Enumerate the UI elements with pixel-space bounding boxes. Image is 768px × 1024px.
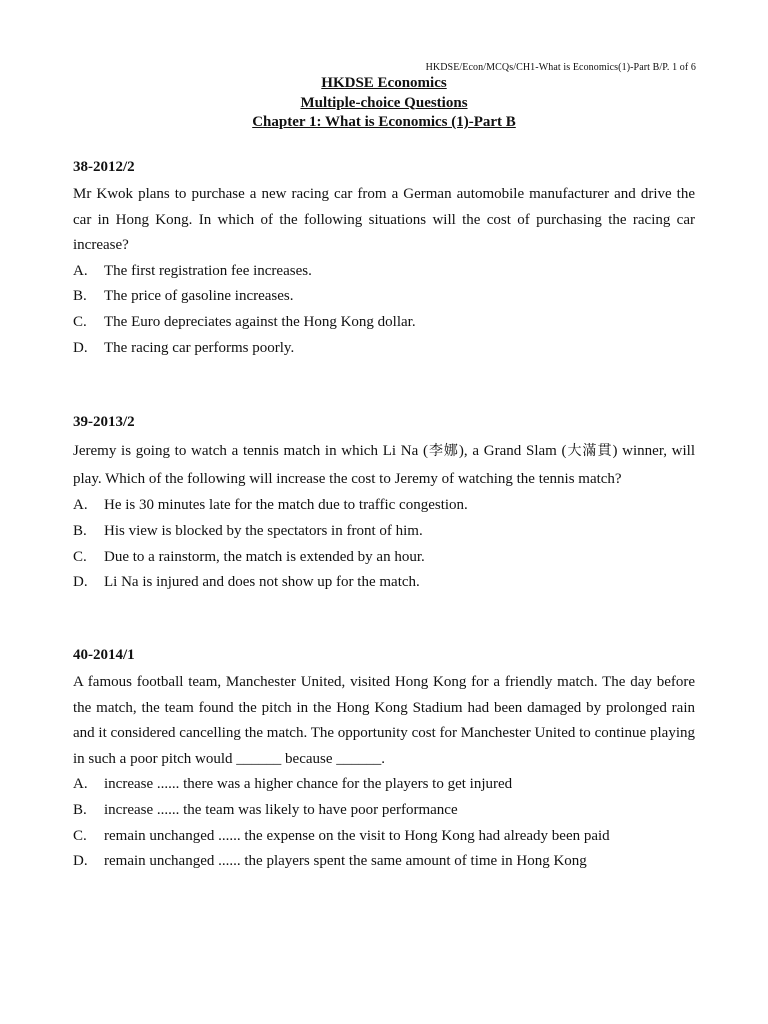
option-text: increase ...... there was a higher chance for the players to get injured <box>104 776 513 792</box>
option-text: The first registration fee increases. <box>104 262 312 279</box>
document-title: HKDSE Economics <box>321 75 447 91</box>
option-letter: A. <box>73 262 88 279</box>
option-text: The price of gasoline increases. <box>104 288 294 305</box>
question-40 <box>73 644 695 875</box>
option-list <box>73 259 695 362</box>
stem-text: ) winner, will play. Which of the following will increase the cost to Jeremy of watching the tennis match? <box>73 443 696 487</box>
option-text: The racing car performs poorly. <box>104 339 295 356</box>
option-d <box>73 570 695 596</box>
question-39 <box>73 411 695 596</box>
stem-text: ), a Grand Slam ( <box>458 443 567 459</box>
option-b <box>73 798 695 824</box>
option-a <box>73 772 695 798</box>
option-c <box>73 545 695 571</box>
option-text: remain unchanged ...... the players spent the same amount of time in Hong Kong <box>104 853 587 870</box>
option-letter: C. <box>73 314 87 331</box>
option-text: He is 30 minutes late for the match due to traffic congestion. <box>104 497 468 513</box>
option-b <box>73 519 695 545</box>
option-text: remain unchanged ...... the expense on the visit to Hong Kong had already been paid <box>104 827 610 844</box>
stem-cjk-name: 李娜 <box>427 443 459 459</box>
option-b <box>73 284 695 310</box>
option-letter: D. <box>73 339 88 356</box>
option-list <box>73 772 695 875</box>
option-d <box>73 336 695 362</box>
option-d <box>73 849 695 875</box>
option-letter: B. <box>73 288 87 305</box>
question-stem <box>73 437 695 493</box>
stem-cjk-term: 大滿貫 <box>566 443 613 459</box>
question-stem: Mr Kwok plans to purchase a new racing car from a German automobile manufacturer and drive the car in Hong Kong. In which of the following situations will the cost of purchasing the racing car increase? <box>73 186 695 253</box>
option-c <box>73 310 695 336</box>
option-letter: D. <box>73 853 88 870</box>
option-text: The Euro depreciates against the Hong Kong dollar. <box>104 314 416 331</box>
option-letter: A. <box>73 497 88 513</box>
option-a <box>73 493 695 519</box>
option-list <box>73 493 695 596</box>
option-letter: C. <box>73 827 87 844</box>
option-a <box>73 259 695 285</box>
option-letter: C. <box>73 548 87 565</box>
option-letter: A. <box>73 776 88 792</box>
option-text: His view is blocked by the spectators in front of him. <box>104 522 423 539</box>
title-block <box>0 74 768 133</box>
question-id: 38-2012/2 <box>73 159 135 175</box>
question-id: 39-2013/2 <box>73 414 135 430</box>
question-38 <box>73 156 695 362</box>
option-text: Due to a rainstorm, the match is extended by an hour. <box>104 548 425 565</box>
question-id: 40-2014/1 <box>73 647 135 663</box>
option-letter: D. <box>73 574 88 591</box>
option-c <box>73 824 695 850</box>
stem-text: Jeremy is going to watch a tennis match in which Li Na ( <box>73 443 428 459</box>
option-text: Li Na is injured and does not show up for the match. <box>104 574 420 591</box>
document-subtitle: Multiple-choice Questions <box>300 94 468 111</box>
option-letter: B. <box>73 522 87 539</box>
running-header: HKDSE/Econ/MCQs/CH1-What is Economics(1)-Part B/P. 1 of 6 <box>425 62 696 73</box>
question-stem: A famous football team, Manchester United, visited Hong Kong for a friendly match. The day before the match, the team found the pitch in the Hong Kong Stadium had been damaged by prolonged rain and it considered cancelling the match. The opportunity cost for Manchester United to continue playing in such a poor pitch would ______ because ______. <box>73 674 695 767</box>
chapter-title: Chapter 1: What is Economics (1)-Part B <box>252 114 516 130</box>
option-letter: B. <box>73 801 87 818</box>
option-text: increase ...... the team was likely to have poor performance <box>104 801 458 818</box>
